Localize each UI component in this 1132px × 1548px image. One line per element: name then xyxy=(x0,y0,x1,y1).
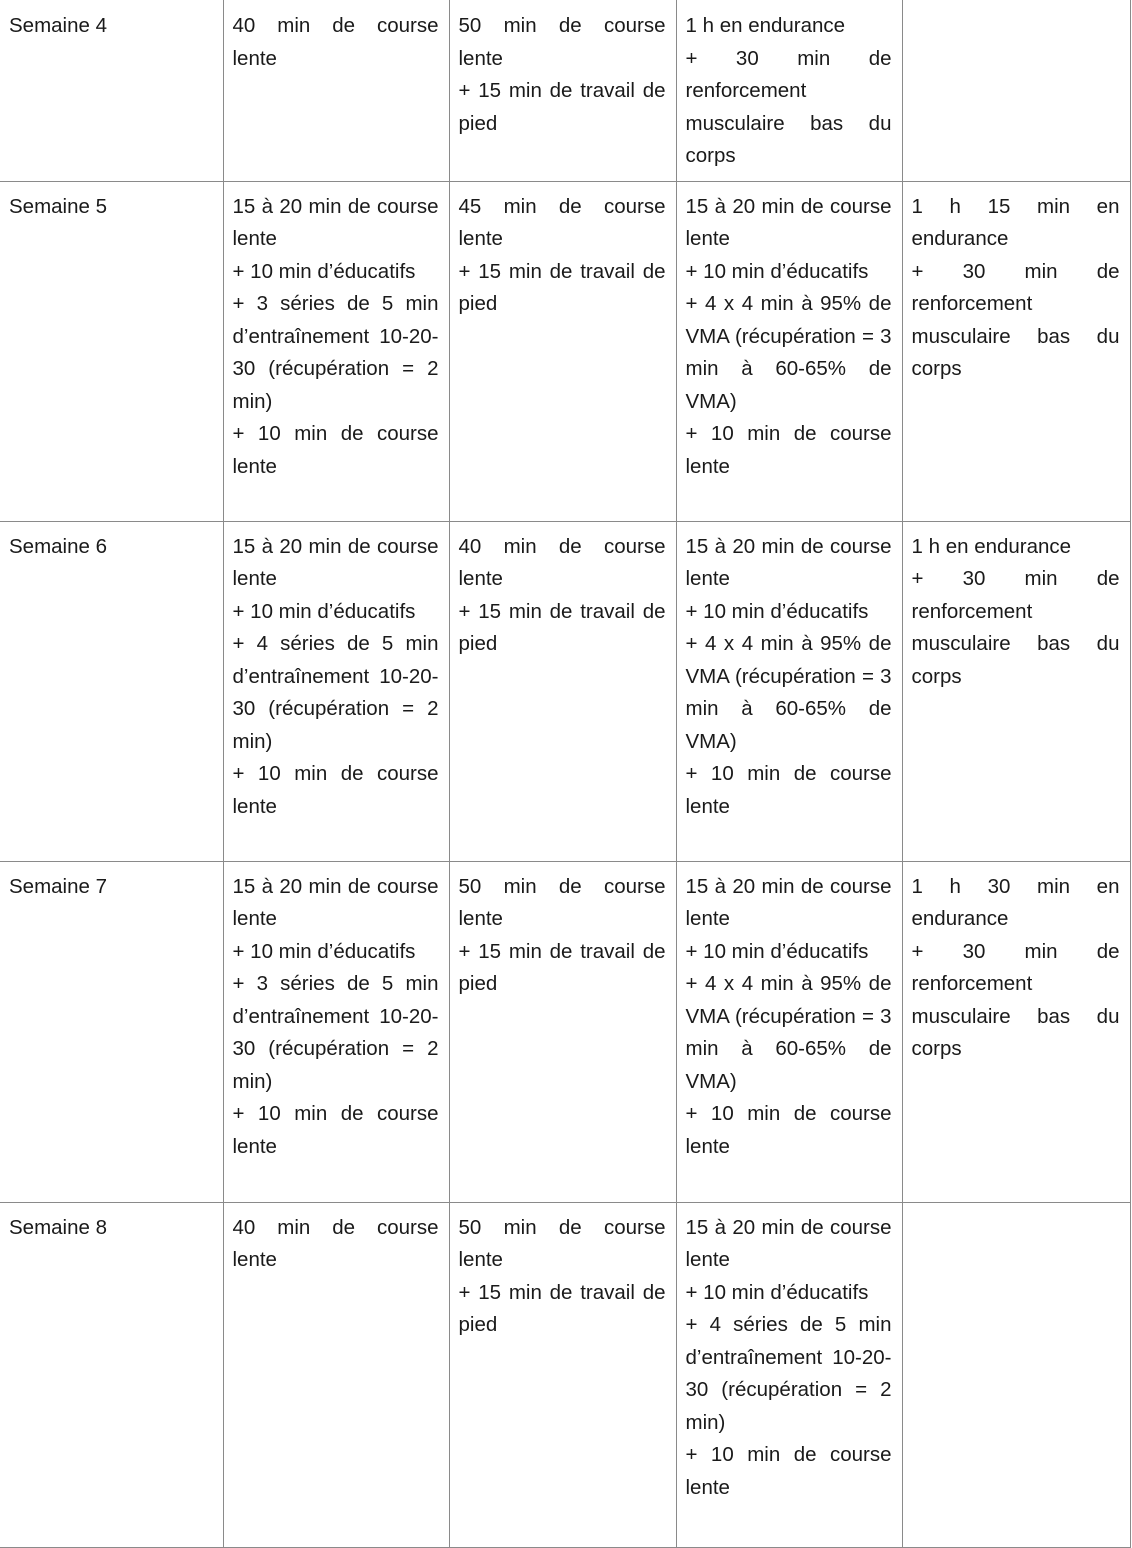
session-line: + 10 min de course lente xyxy=(232,762,439,818)
session-line: 50 min de course lente xyxy=(458,1215,666,1271)
session-line: 15 à 20 min de course lente xyxy=(232,194,439,250)
week-label-cell xyxy=(0,0,223,181)
session-line: + 15 min de travail de pied xyxy=(458,79,666,135)
session-line: + 10 min d’éducatifs xyxy=(685,259,869,283)
session-line: + 15 min de travail de pied xyxy=(458,939,666,995)
table-row xyxy=(0,521,1130,861)
session-cell xyxy=(449,181,676,521)
session-line: + 10 min d’éducatifs xyxy=(685,1280,869,1304)
table-row xyxy=(0,181,1130,521)
session-line: + 10 min de course lente xyxy=(685,762,892,818)
session-line: + 30 min de renforcement musculaire bas du corps xyxy=(685,46,892,167)
session-line: + 10 min d’éducatifs xyxy=(232,599,416,623)
session-line: 1 h 15 min en endurance xyxy=(911,194,1120,250)
session-line: + 10 min d’éducatifs xyxy=(685,939,869,963)
session-line: 1 h en endurance xyxy=(911,534,1072,558)
session-line: + 4 x 4 min à 95% de VMA (récupération = 3 min à 60-65% de VMA) xyxy=(685,632,892,753)
session-line: + 4 séries de 5 min d’entraînement 10-20-30 (récupération = 2 min) xyxy=(232,632,439,753)
session-cell xyxy=(676,861,902,1202)
session-line: 50 min de course lente xyxy=(458,14,666,70)
session-line: + 15 min de travail de pied xyxy=(458,1280,666,1336)
session-cell xyxy=(223,181,449,521)
session-cell xyxy=(449,1202,676,1547)
session-line: 15 à 20 min de course lente xyxy=(685,194,892,250)
session-cell xyxy=(676,1202,902,1547)
session-line: 40 min de course lente xyxy=(232,1215,439,1271)
session-line: 15 à 20 min de course lente xyxy=(685,534,892,590)
session-cell xyxy=(676,181,902,521)
week-label: Semaine 5 xyxy=(9,194,108,218)
table-row xyxy=(0,1202,1130,1547)
week-label-cell xyxy=(0,861,223,1202)
session-cell xyxy=(676,521,902,861)
session-cell xyxy=(676,0,902,181)
session-cell xyxy=(223,1202,449,1547)
session-cell xyxy=(449,521,676,861)
session-line: + 10 min de course lente xyxy=(685,422,892,478)
week-label-cell xyxy=(0,1202,223,1547)
session-cell xyxy=(902,181,1130,521)
session-line: 15 à 20 min de course lente xyxy=(685,1215,892,1271)
week-label-cell xyxy=(0,521,223,861)
session-line: + 10 min d’éducatifs xyxy=(232,939,416,963)
session-line: + 3 séries de 5 min d’entraînement 10-20-30 (récupération = 2 min) xyxy=(232,972,439,1093)
session-line: 50 min de course lente xyxy=(458,874,666,930)
session-cell xyxy=(223,0,449,181)
session-line: + 15 min de travail de pied xyxy=(458,259,666,315)
session-line: + 10 min de course lente xyxy=(232,422,439,478)
session-line: 1 h 30 min en endurance xyxy=(911,874,1120,930)
table-row xyxy=(0,861,1130,1202)
session-line: 15 à 20 min de course lente xyxy=(232,534,439,590)
session-line: + 15 min de travail de pied xyxy=(458,599,666,655)
session-cell xyxy=(449,861,676,1202)
session-cell xyxy=(223,521,449,861)
session-line: 15 à 20 min de course lente xyxy=(685,874,892,930)
session-line: + 30 min de renforcement musculaire bas du corps xyxy=(911,567,1120,688)
session-line: 40 min de course lente xyxy=(458,534,666,590)
session-line: + 10 min de course lente xyxy=(685,1102,892,1158)
session-line: + 3 séries de 5 min d’entraînement 10-20-30 (récupération = 2 min) xyxy=(232,292,439,413)
session-line: + 10 min de course lente xyxy=(685,1443,892,1499)
week-label: Semaine 4 xyxy=(9,14,108,37)
week-label: Semaine 7 xyxy=(9,874,108,898)
session-line: 40 min de course lente xyxy=(232,14,439,70)
table-row xyxy=(0,0,1130,181)
session-line: 15 à 20 min de course lente xyxy=(232,874,439,930)
session-line: + 10 min d’éducatifs xyxy=(685,599,869,623)
session-line: + 4 x 4 min à 95% de VMA (récupération = 3 min à 60-65% de VMA) xyxy=(685,292,892,413)
session-line: + 10 min d’éducatifs xyxy=(232,259,416,283)
week-label: Semaine 6 xyxy=(9,534,108,558)
session-cell xyxy=(449,0,676,181)
session-line: + 30 min de renforcement musculaire bas du corps xyxy=(911,939,1120,1060)
week-label-cell xyxy=(0,181,223,521)
week-label: Semaine 8 xyxy=(9,1215,108,1239)
session-line: 45 min de course lente xyxy=(458,194,666,250)
session-line: + 4 x 4 min à 95% de VMA (récupération = 3 min à 60-65% de VMA) xyxy=(685,972,892,1093)
session-cell xyxy=(902,1202,1130,1547)
session-cell xyxy=(902,521,1130,861)
session-line: + 30 min de renforcement musculaire bas du corps xyxy=(911,259,1120,380)
session-line: + 10 min de course lente xyxy=(232,1102,439,1158)
session-cell xyxy=(902,0,1130,181)
session-cell xyxy=(223,861,449,1202)
session-line: + 4 séries de 5 min d’entraînement 10-20-30 (récupération = 2 min) xyxy=(685,1313,892,1434)
session-cell xyxy=(902,861,1130,1202)
session-line: 1 h en endurance xyxy=(685,14,846,37)
